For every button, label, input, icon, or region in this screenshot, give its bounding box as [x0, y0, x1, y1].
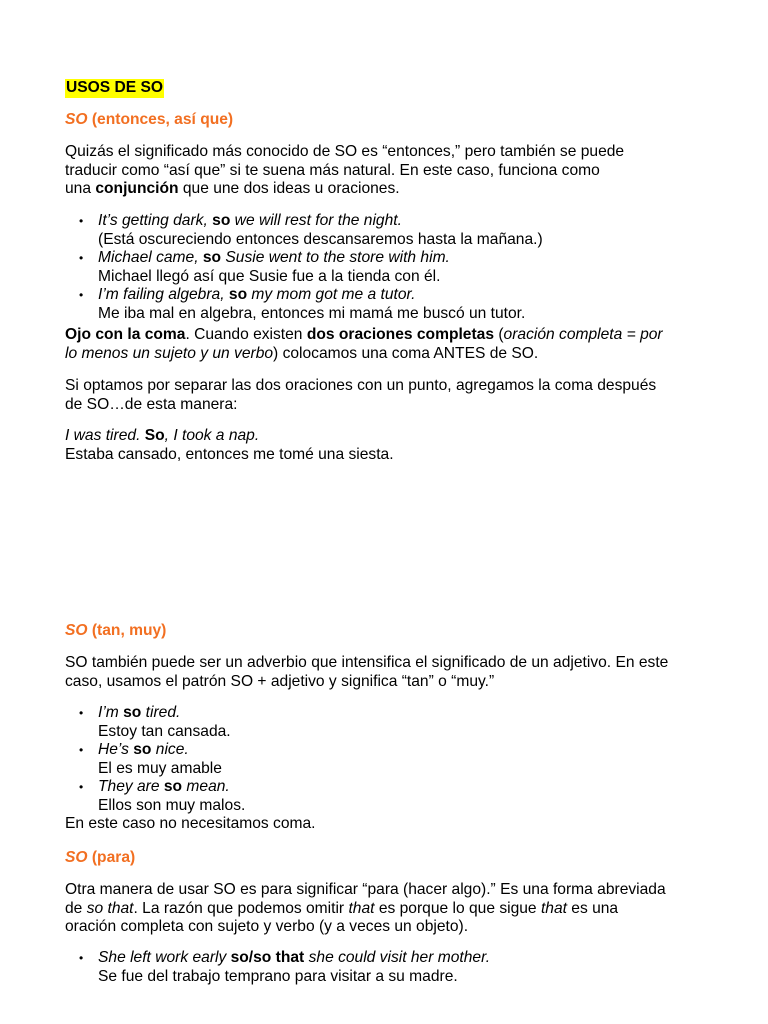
keyword-so: so: [202, 249, 222, 266]
bold-term: dos oraciones completas: [306, 326, 495, 343]
spanish-translation: Michael llegó así que Susie fue a la tienda con él.: [98, 267, 441, 285]
paragraph-line: Quizás el significado más conocido de SO es “entonces,” pero también se puede: [65, 143, 625, 160]
heading-keyword: SO: [65, 111, 88, 128]
keyword-so: so: [163, 778, 183, 795]
text-run: una: [65, 180, 96, 197]
bullet-icon: •: [79, 214, 84, 228]
document-title-block: [65, 79, 715, 98]
spanish-translation: Se fue del trabajo temprano para visitar a su madre.: [98, 967, 458, 985]
english-example: I’m so tired.: [98, 704, 181, 721]
paragraph-line: Si optamos por separar las dos oraciones con un punto, agregamos la coma después: [65, 377, 657, 394]
list-item: [65, 286, 715, 323]
keyword-so: so: [212, 212, 231, 229]
heading-meaning: (tan, muy): [87, 622, 167, 639]
example-list: [65, 212, 715, 323]
italic-term: so that: [86, 899, 134, 917]
bullet-icon: •: [79, 743, 84, 757]
list-item: [65, 212, 715, 249]
paragraph-line: de SO…de esta manera:: [65, 395, 238, 413]
italic-term: that: [540, 899, 567, 917]
heading-meaning: (entonces, así que): [87, 111, 234, 128]
list-item: [65, 704, 715, 741]
list-item: [65, 778, 715, 815]
list-item: [65, 249, 715, 286]
bullet-icon: •: [79, 288, 84, 302]
bullet-icon: •: [79, 951, 84, 965]
spanish-translation: El es muy amable: [98, 759, 222, 777]
bullet-icon: •: [79, 780, 84, 794]
list-item: [65, 741, 715, 778]
bold-term: conjunción: [95, 180, 179, 197]
paragraph-line: de so that. La razón que podemos omitir that es porque lo que sigue that es una: [65, 899, 619, 917]
paragraph-line: traducir como “así que” si te suena más natural. En este caso, funciona como: [65, 161, 600, 179]
english-example: I was tired. So, I took a nap.: [65, 427, 260, 444]
keyword-so: so/so that: [230, 949, 305, 966]
spanish-translation: Me iba mal en algebra, entonces mi mamá me buscó un tutor.: [98, 304, 526, 322]
example-list: [65, 949, 715, 986]
paragraph-line: Otra manera de usar SO es para significar “para (hacer algo).” Es una forma abreviada: [65, 881, 666, 898]
english-example: He’s so nice.: [98, 741, 189, 758]
keyword-so: so: [123, 704, 142, 721]
section-intro-paragraph: [65, 881, 715, 937]
paragraph-line: oración completa con sujeto y verbo (y a veces un objeto).: [65, 918, 469, 935]
example-list: [65, 704, 715, 834]
italic-term: that: [348, 899, 375, 917]
english-example: It’s getting dark, so we will rest for the night.: [98, 212, 402, 229]
section-intro-paragraph: [65, 654, 715, 691]
italic-term: lo menos un sujeto y un verbo: [65, 344, 274, 362]
spanish-translation: Estoy tan cansada.: [98, 722, 231, 740]
english-example: She left work early so/so that she could visit her mother.: [98, 949, 491, 966]
paragraph-line: caso, usamos el patrón SO + adjetivo y significa “tan” o “muy.”: [65, 672, 495, 690]
bullet-list: [65, 704, 715, 815]
bullet-icon: •: [79, 251, 84, 265]
english-example: Michael came, so Susie went to the store with him.: [98, 249, 450, 266]
bullet-list: [65, 949, 715, 986]
bold-term: Ojo con la coma: [65, 326, 186, 343]
period-rule-paragraph: [65, 377, 715, 414]
heading-meaning: (para): [87, 849, 136, 866]
heading-keyword: SO: [65, 849, 88, 866]
text-run: que une dos ideas u oraciones.: [178, 180, 400, 197]
keyword-so: So: [144, 427, 165, 444]
spanish-translation: (Está oscureciendo entonces descansaremos hasta la mañana.): [98, 230, 543, 248]
list-item: [65, 949, 715, 986]
paragraph-line: SO también puede ser un adverbio que intensifica el significado de un adjetivo. En este: [65, 654, 669, 671]
keyword-so: so: [228, 286, 248, 303]
italic-term: oración completa = por: [503, 326, 663, 343]
spanish-translation: Ellos son muy malos.: [98, 796, 246, 814]
comma-rule-paragraph: [65, 326, 715, 363]
english-example: They are so mean.: [98, 778, 230, 795]
paragraph-line: Ojo con la coma. Cuando existen dos oraciones completas (oración completa = por: [65, 326, 663, 343]
period-example: [65, 427, 715, 464]
bullet-icon: •: [79, 706, 84, 720]
paragraph-line: lo menos un sujeto y un verbo) colocamos una coma ANTES de SO.: [65, 344, 539, 362]
note-line: En este caso no necesitamos coma.: [65, 815, 316, 832]
section-heading-para: [65, 849, 715, 868]
keyword-so: so: [133, 741, 152, 758]
spanish-translation: Estaba cansado, entonces me tomé una siesta.: [65, 445, 394, 463]
section-heading-tan-muy: [65, 622, 715, 641]
bullet-list: [65, 212, 715, 323]
english-example: I’m failing algebra, so my mom got me a tutor.: [98, 286, 416, 303]
paragraph-line: [65, 180, 715, 199]
heading-keyword: SO: [65, 622, 88, 639]
section-heading-entonces: [65, 111, 715, 130]
document-title: USOS DE SO: [66, 79, 164, 96]
section-intro-paragraph: [65, 143, 715, 199]
